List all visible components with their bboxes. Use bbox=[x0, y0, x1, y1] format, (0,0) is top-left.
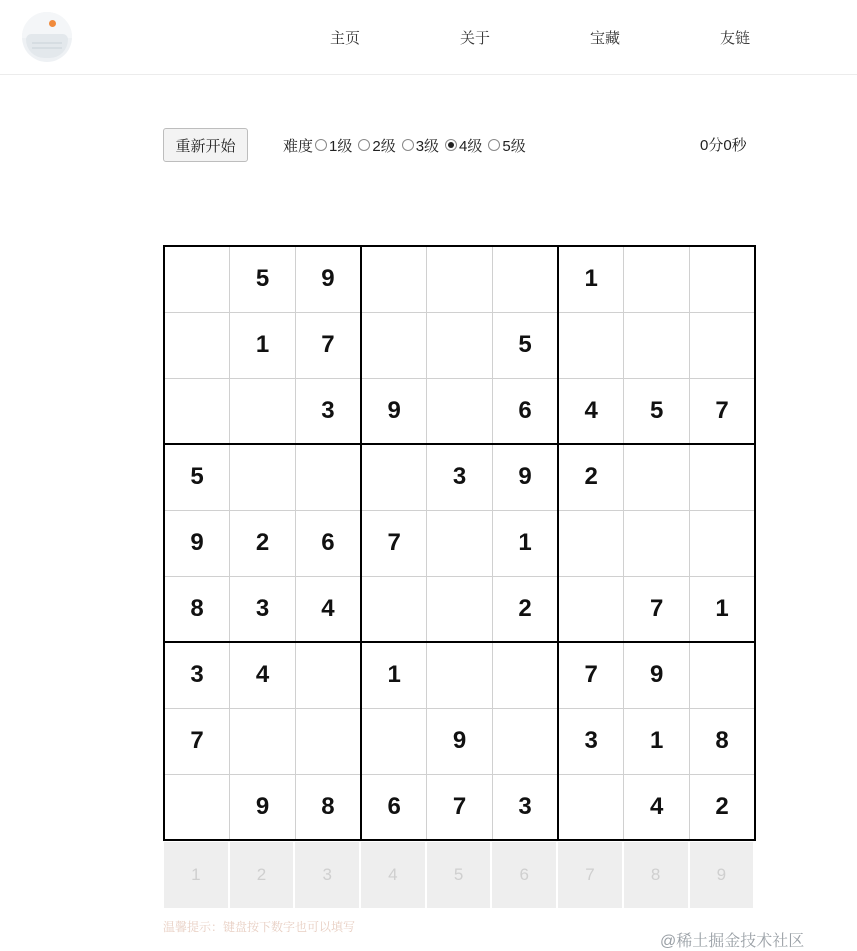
sudoku-cell[interactable]: 5 bbox=[624, 378, 690, 444]
numpad-key-3[interactable]: 3 bbox=[294, 841, 360, 909]
sudoku-cell[interactable] bbox=[690, 444, 756, 510]
difficulty-option-5-label: 5级 bbox=[502, 137, 526, 155]
sudoku-cell[interactable] bbox=[164, 378, 230, 444]
difficulty-selector bbox=[283, 135, 532, 156]
difficulty-option-2[interactable] bbox=[358, 135, 395, 156]
sudoku-cell[interactable] bbox=[558, 510, 624, 576]
sudoku-cell[interactable]: 9 bbox=[230, 774, 296, 840]
sudoku-cell[interactable]: 6 bbox=[295, 510, 361, 576]
sudoku-cell[interactable]: 4 bbox=[558, 378, 624, 444]
numpad-key-9[interactable]: 9 bbox=[689, 841, 755, 909]
sudoku-cell[interactable]: 3 bbox=[558, 708, 624, 774]
game-timer: 0分0秒 bbox=[700, 137, 747, 154]
sudoku-row bbox=[164, 510, 755, 576]
difficulty-option-5[interactable] bbox=[488, 135, 525, 156]
sudoku-cell[interactable] bbox=[361, 312, 427, 378]
sudoku-cell[interactable]: 1 bbox=[361, 642, 427, 708]
sudoku-cell[interactable]: 1 bbox=[624, 708, 690, 774]
radio-icon-level1[interactable] bbox=[315, 139, 327, 151]
sudoku-cell[interactable] bbox=[690, 510, 756, 576]
sudoku-cell[interactable]: 8 bbox=[295, 774, 361, 840]
sudoku-cell[interactable]: 7 bbox=[361, 510, 427, 576]
sudoku-cell[interactable]: 5 bbox=[164, 444, 230, 510]
sudoku-cell[interactable]: 6 bbox=[492, 378, 558, 444]
logo-line-1 bbox=[32, 42, 62, 44]
difficulty-option-1-label: 1级 bbox=[329, 137, 353, 155]
sudoku-cell[interactable]: 9 bbox=[427, 708, 493, 774]
sudoku-cell[interactable]: 5 bbox=[492, 312, 558, 378]
nav-item-links[interactable]: 友链 bbox=[720, 29, 751, 47]
sudoku-cell[interactable] bbox=[164, 312, 230, 378]
radio-icon-level3[interactable] bbox=[402, 139, 414, 151]
sudoku-cell[interactable] bbox=[624, 312, 690, 378]
watermark: @稀土掘金技术社区 bbox=[660, 933, 805, 950]
sudoku-cell[interactable] bbox=[361, 708, 427, 774]
numpad-key-7[interactable]: 7 bbox=[557, 841, 623, 909]
sudoku-cell[interactable]: 9 bbox=[624, 642, 690, 708]
number-pad[interactable] bbox=[163, 841, 755, 909]
sudoku-cell[interactable]: 1 bbox=[230, 312, 296, 378]
sudoku-cell[interactable] bbox=[558, 774, 624, 840]
radio-icon-level2[interactable] bbox=[358, 139, 370, 151]
sudoku-cell[interactable] bbox=[230, 708, 296, 774]
sudoku-cell[interactable] bbox=[295, 642, 361, 708]
sudoku-cell[interactable]: 1 bbox=[690, 576, 756, 642]
sudoku-cell[interactable]: 4 bbox=[624, 774, 690, 840]
sudoku-cell[interactable] bbox=[427, 312, 493, 378]
nav-item-treasure[interactable]: 宝藏 bbox=[590, 29, 621, 47]
sudoku-cell[interactable]: 3 bbox=[230, 576, 296, 642]
sudoku-cell[interactable] bbox=[558, 576, 624, 642]
difficulty-option-4[interactable] bbox=[445, 135, 482, 156]
sudoku-cell[interactable] bbox=[492, 642, 558, 708]
sudoku-cell[interactable]: 3 bbox=[295, 378, 361, 444]
difficulty-label: 难度 bbox=[283, 137, 314, 155]
sudoku-cell[interactable]: 7 bbox=[690, 378, 756, 444]
sudoku-cell[interactable]: 2 bbox=[690, 774, 756, 840]
sudoku-cell[interactable] bbox=[230, 378, 296, 444]
sudoku-cell[interactable] bbox=[690, 312, 756, 378]
logo-sun-icon bbox=[49, 20, 56, 27]
sudoku-cell[interactable] bbox=[427, 378, 493, 444]
sudoku-row bbox=[164, 774, 755, 840]
sudoku-row bbox=[164, 312, 755, 378]
numpad-key-5[interactable]: 5 bbox=[426, 841, 492, 909]
sudoku-cell[interactable]: 2 bbox=[230, 510, 296, 576]
sudoku-cell[interactable]: 7 bbox=[295, 312, 361, 378]
sudoku-cell[interactable]: 9 bbox=[492, 444, 558, 510]
sudoku-cell[interactable] bbox=[427, 642, 493, 708]
sudoku-cell[interactable]: 8 bbox=[690, 708, 756, 774]
sudoku-cell[interactable]: 7 bbox=[427, 774, 493, 840]
difficulty-option-4-label: 4级 bbox=[459, 137, 483, 155]
sudoku-cell[interactable] bbox=[427, 510, 493, 576]
sudoku-cell[interactable]: 4 bbox=[230, 642, 296, 708]
numpad-key-8[interactable]: 8 bbox=[623, 841, 689, 909]
sudoku-cell[interactable]: 1 bbox=[558, 246, 624, 312]
sudoku-cell[interactable] bbox=[624, 246, 690, 312]
difficulty-option-2-label: 2级 bbox=[372, 137, 396, 155]
sudoku-cell[interactable] bbox=[295, 444, 361, 510]
numpad-key-6[interactable]: 6 bbox=[491, 841, 557, 909]
logo-hill-shape bbox=[26, 34, 68, 58]
sudoku-cell[interactable] bbox=[164, 774, 230, 840]
sudoku-row bbox=[164, 444, 755, 510]
sudoku-cell[interactable] bbox=[690, 246, 756, 312]
sudoku-cell[interactable] bbox=[427, 246, 493, 312]
sudoku-cell[interactable]: 2 bbox=[492, 576, 558, 642]
logo-line-2 bbox=[32, 47, 62, 49]
radio-icon-level4[interactable] bbox=[445, 139, 457, 151]
sudoku-cell[interactable]: 5 bbox=[230, 246, 296, 312]
sudoku-cell[interactable]: 3 bbox=[492, 774, 558, 840]
sudoku-cell[interactable]: 8 bbox=[164, 576, 230, 642]
sudoku-cell[interactable]: 9 bbox=[295, 246, 361, 312]
sudoku-cell[interactable] bbox=[361, 576, 427, 642]
sudoku-row bbox=[164, 576, 755, 642]
sudoku-cell[interactable]: 2 bbox=[558, 444, 624, 510]
sudoku-cell[interactable]: 7 bbox=[164, 708, 230, 774]
game-controls bbox=[163, 125, 763, 165]
keyboard-tip: 温馨提示：键盘按下数字也可以填写 bbox=[163, 920, 356, 934]
sudoku-cell[interactable]: 9 bbox=[164, 510, 230, 576]
sudoku-cell[interactable] bbox=[558, 312, 624, 378]
sudoku-row bbox=[164, 378, 755, 444]
sudoku-cell[interactable] bbox=[492, 246, 558, 312]
numpad-key-2[interactable]: 2 bbox=[229, 841, 295, 909]
restart-button[interactable]: 重新开始 bbox=[163, 128, 248, 162]
sudoku-cell[interactable] bbox=[624, 510, 690, 576]
nav-item-about[interactable]: 关于 bbox=[460, 29, 491, 47]
sudoku-cell[interactable]: 9 bbox=[361, 378, 427, 444]
sudoku-cell[interactable]: 4 bbox=[295, 576, 361, 642]
numpad-key-1[interactable]: 1 bbox=[163, 841, 229, 909]
sudoku-board[interactable] bbox=[163, 245, 756, 841]
sudoku-cell[interactable] bbox=[492, 708, 558, 774]
nav-item-home[interactable]: 主页 bbox=[330, 29, 361, 47]
sudoku-cell[interactable]: 7 bbox=[624, 576, 690, 642]
sudoku-cell[interactable]: 7 bbox=[558, 642, 624, 708]
sudoku-row bbox=[164, 708, 755, 774]
top-navigation-bar bbox=[0, 0, 857, 75]
difficulty-option-3[interactable] bbox=[402, 135, 439, 156]
sudoku-cell[interactable]: 3 bbox=[164, 642, 230, 708]
numpad-key-4[interactable]: 4 bbox=[360, 841, 426, 909]
sudoku-cell[interactable] bbox=[164, 246, 230, 312]
sudoku-cell[interactable] bbox=[624, 444, 690, 510]
sudoku-cell[interactable] bbox=[427, 576, 493, 642]
sudoku-cell[interactable]: 3 bbox=[427, 444, 493, 510]
sudoku-cell[interactable] bbox=[361, 246, 427, 312]
sudoku-cell[interactable] bbox=[295, 708, 361, 774]
sudoku-row bbox=[164, 642, 755, 708]
sudoku-cell[interactable] bbox=[690, 642, 756, 708]
site-logo-icon[interactable] bbox=[22, 12, 72, 62]
difficulty-option-3-label: 3级 bbox=[415, 137, 440, 155]
sudoku-cell[interactable]: 1 bbox=[492, 510, 558, 576]
nav-links bbox=[330, 0, 750, 74]
difficulty-option-1[interactable] bbox=[315, 135, 352, 156]
sudoku-cell[interactable]: 6 bbox=[361, 774, 427, 840]
radio-icon-level5[interactable] bbox=[488, 139, 500, 151]
sudoku-cell[interactable] bbox=[230, 444, 296, 510]
sudoku-cell[interactable] bbox=[361, 444, 427, 510]
sudoku-row bbox=[164, 246, 755, 312]
